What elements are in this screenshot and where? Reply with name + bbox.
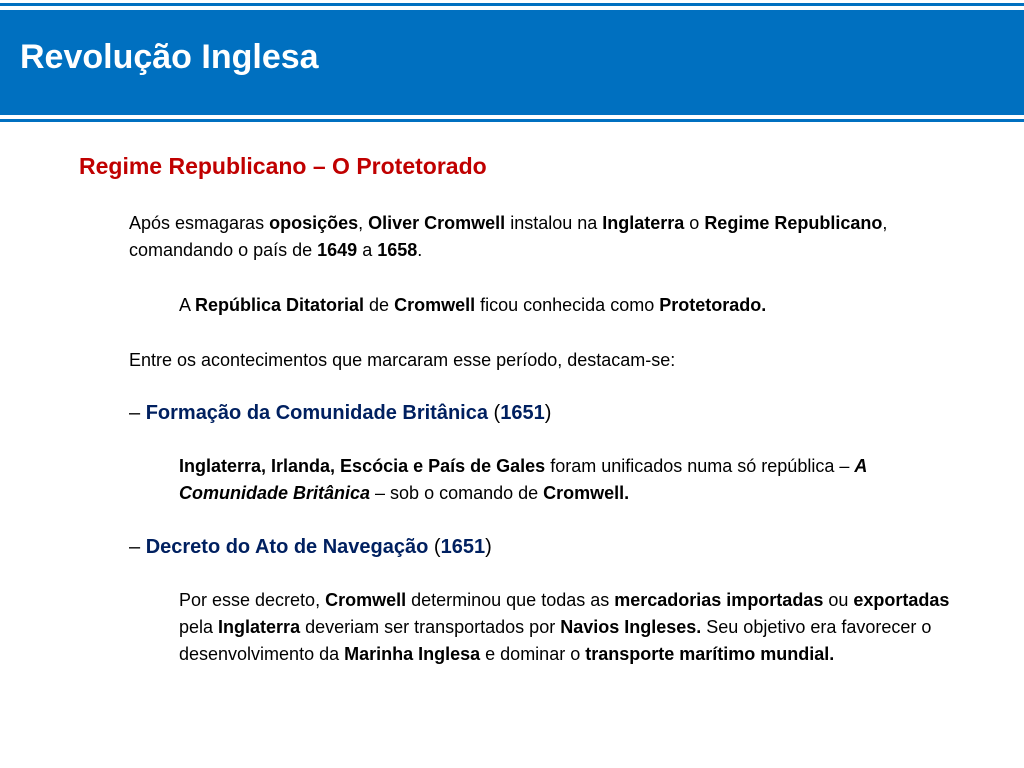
paragraph-navegacao — [179, 587, 959, 668]
header-top-stripe — [0, 3, 1024, 6]
bold-text: Cromwell. — [543, 483, 630, 503]
text: instalou na — [505, 213, 603, 233]
bullet-ato-navegacao — [129, 532, 492, 562]
slide-header — [0, 0, 1024, 122]
text: foram unificados numa só república – — [545, 456, 855, 476]
bold-text: exportadas — [853, 590, 950, 610]
bullet-paren-close: ) — [485, 536, 492, 558]
header-bottom-stripe — [0, 119, 1024, 122]
text: , — [358, 213, 369, 233]
paragraph-events-intro: Entre os acontecimentos que marcaram esse período, destacam-se: — [129, 350, 676, 370]
text: ficou conhecida como — [475, 295, 660, 315]
text: , comandando o país de — [129, 213, 888, 260]
bold-text: 1658 — [377, 240, 418, 260]
bullet-paren-close: ) — [544, 402, 552, 424]
text: A — [179, 295, 196, 315]
text: de — [364, 295, 395, 315]
bullet-year: 1651 — [500, 402, 545, 424]
text: a — [357, 240, 378, 260]
text: Seu objetivo era favorecer o desenvolvimento da — [179, 617, 932, 664]
paragraph-protetorado — [179, 292, 979, 319]
bold-text: mercadorias importadas — [614, 590, 824, 610]
bullet-dash: – — [129, 536, 146, 558]
text: Após esmagaras — [129, 213, 270, 233]
bold-text: Inglaterra, Irlanda, Escócia e País de Gales — [179, 456, 546, 476]
bold-text: Regime Republicano — [704, 213, 883, 233]
paragraph-comunidade — [179, 453, 949, 507]
bold-text: Cromwell — [325, 590, 407, 610]
bullet-label: Decreto do Ato de Navegação — [145, 536, 429, 558]
bold-italic-text: A Comunidade Britânica — [179, 456, 867, 503]
bold-text: 1649 — [317, 240, 358, 260]
bold-text: República Ditatorial — [195, 295, 365, 315]
bold-text: transporte marítimo mundial. — [585, 644, 835, 664]
bold-text: oposições — [269, 213, 359, 233]
bold-text: Protetorado. — [659, 295, 767, 315]
section-subtitle: Regime Republicano – O Protetorado — [79, 153, 487, 179]
bullet-comunidade-britanica — [129, 398, 551, 428]
slide-title: Revolução Inglesa — [20, 38, 319, 76]
bullet-label: Formação da Comunidade Britânica — [145, 402, 488, 424]
text: e dominar o — [480, 644, 586, 664]
text: ou — [823, 590, 854, 610]
text: o — [684, 213, 705, 233]
bold-text: Inglaterra — [602, 213, 685, 233]
text: – sob o comando de — [370, 483, 544, 503]
text: pela — [179, 617, 219, 637]
bold-text: Inglaterra — [218, 617, 301, 637]
text: determinou que todas as — [406, 590, 615, 610]
bold-text: Oliver Cromwell — [368, 213, 506, 233]
bold-text: Marinha Inglesa — [344, 644, 481, 664]
text: . — [417, 240, 423, 260]
bold-text: Navios Ingleses. — [560, 617, 702, 637]
bullet-dash: – — [129, 402, 146, 424]
bold-text: Cromwell — [394, 295, 476, 315]
text: deveriam ser transportados por — [300, 617, 561, 637]
paragraph-regime — [129, 210, 959, 264]
bullet-paren-open: ( — [487, 402, 501, 424]
bullet-paren-open: ( — [428, 536, 441, 558]
text: Por esse decreto, — [179, 590, 326, 610]
bullet-year: 1651 — [440, 536, 486, 558]
